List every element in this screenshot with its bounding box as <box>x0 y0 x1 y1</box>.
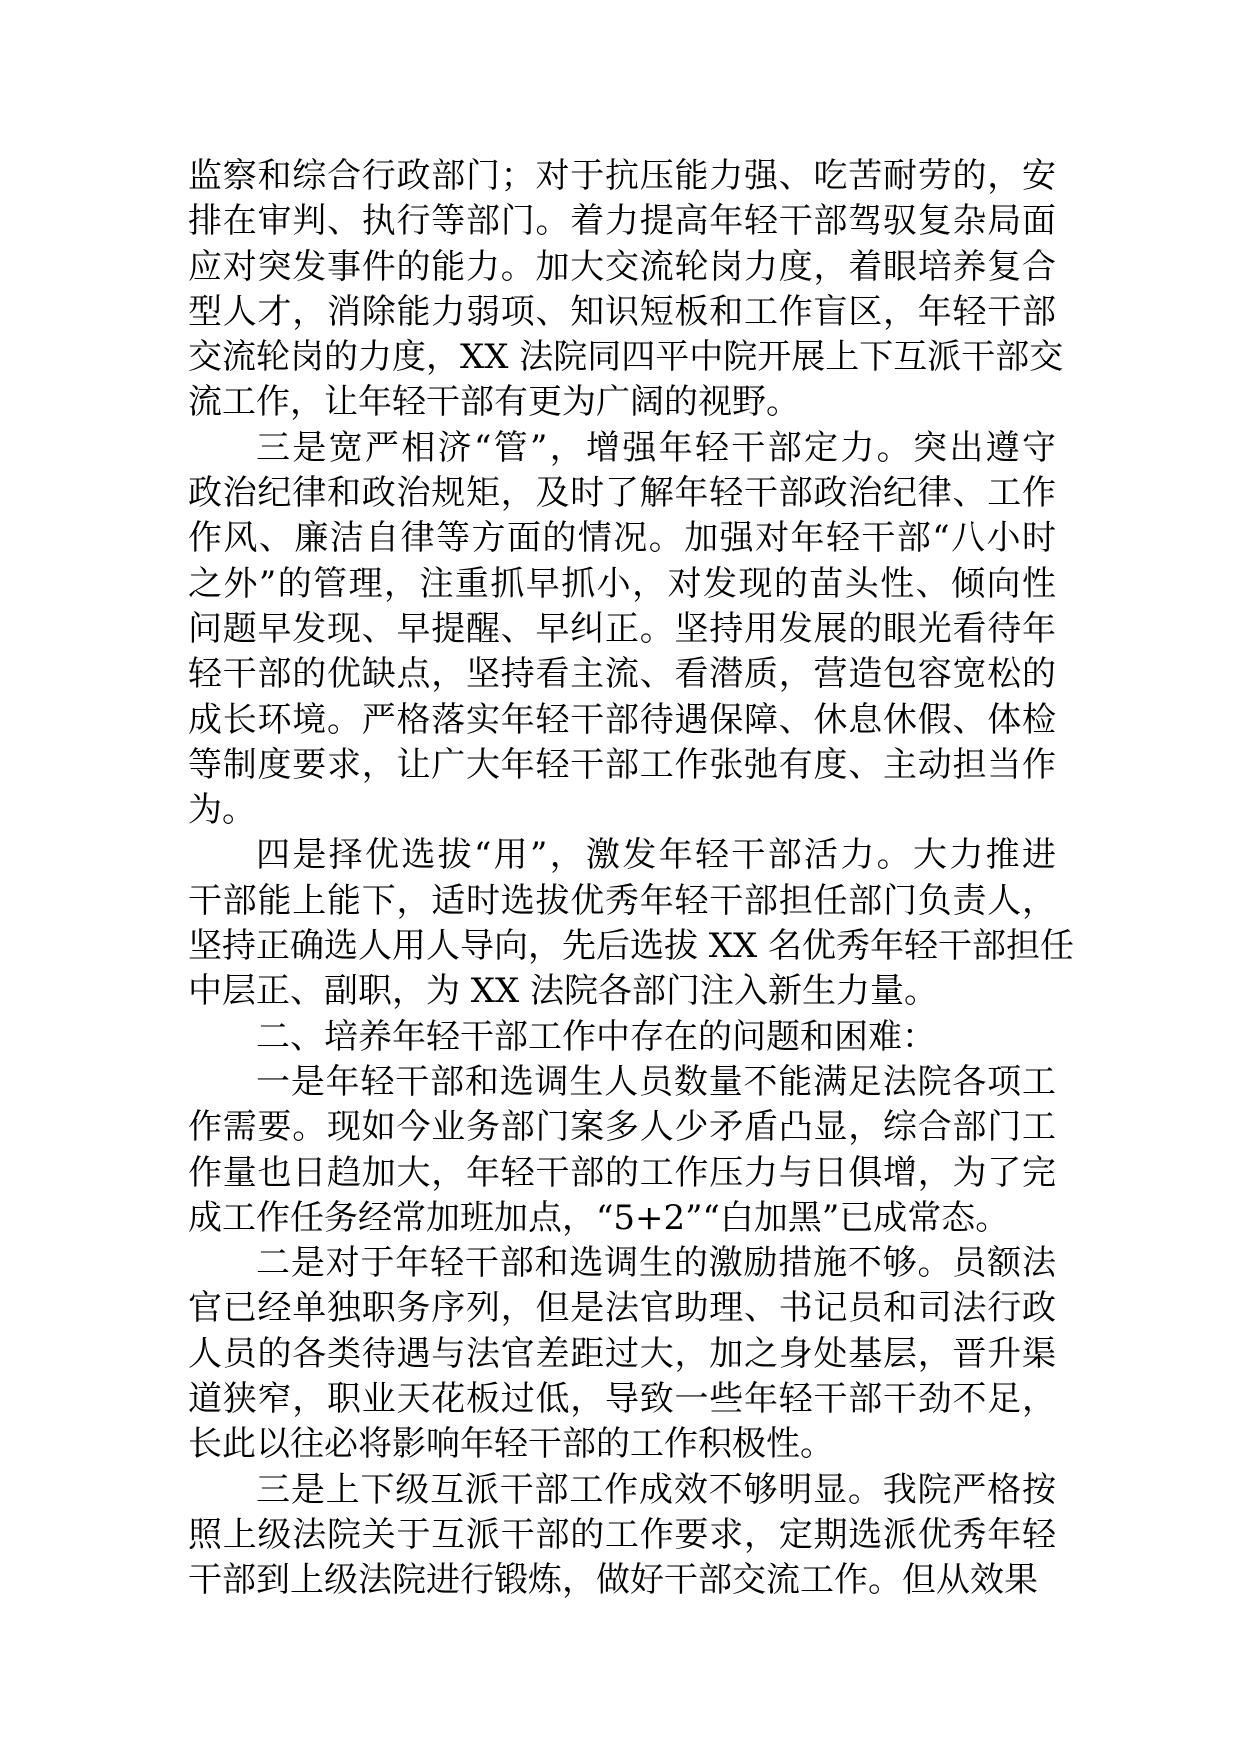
text-line: 干部能上能下，适时选拔优秀年轻干部担任部门负责人， <box>188 880 1056 921</box>
text-line: 道狭窄，职业天花板过低，导致一些年轻干部干劲不足， <box>188 1379 1056 1420</box>
paragraph <box>188 1060 1056 1241</box>
text-line: 四是择优选拔“用”，激发年轻干部活力。大力推进 <box>256 835 1056 876</box>
text-line: 三是宽严相济“管”，增强年轻干部定力。突出遵守 <box>256 427 1056 468</box>
text-line: 之外”的管理，注重抓早抓小，对发现的苗头性、倾向性 <box>188 563 1056 604</box>
paragraph <box>188 833 1075 1014</box>
text-line: 等制度要求，让广大年轻干部工作张弛有度、主动担当作 <box>188 744 1056 785</box>
text-line: 一是年轻干部和选调生人员数量不能满足法院各项工 <box>256 1061 1056 1102</box>
text-line: 成长环境。严格落实年轻干部待遇保障、休息休假、体检 <box>188 699 1056 740</box>
document-body <box>188 154 1075 1604</box>
text-line: 二、培养年轻干部工作中存在的问题和困难： <box>256 1016 936 1057</box>
text-line: 为。 <box>188 790 256 831</box>
text-line: 应对突发事件的能力。加大交流轮岗力度，着眼培养复合 <box>188 246 1056 287</box>
text-line: 三是上下级互派干部工作成效不够明显。我院严格按 <box>256 1469 1056 1510</box>
text-line: 作风、廉洁自律等方面的情况。加强对年轻干部“八小时 <box>188 518 1056 559</box>
text-line: 作需要。现如今业务部门案多人少矛盾凸显，综合部门工 <box>188 1107 1056 1148</box>
text-line: 人员的各类待遇与法官差距过大，加之身处基层，晋升渠 <box>188 1333 1056 1374</box>
text-line: 干部到上级法院进行锻炼，做好干部交流工作。但从效果 <box>188 1560 1038 1601</box>
text-line: 坚持正确选人用人导向，先后选拔 XX 名优秀年轻干部担任 <box>188 926 1075 967</box>
text-line: 二是对于年轻干部和选调生的激励措施不够。员额法 <box>256 1243 1056 1284</box>
paragraph <box>188 1468 1056 1604</box>
text-line: 交流轮岗的力度，XX 法院同四平中院开展上下互派干部交 <box>188 337 1064 378</box>
text-line: 长此以往必将影响年轻干部的工作积极性。 <box>188 1424 834 1465</box>
paragraph <box>188 1241 1056 1467</box>
text-line: 排在审判、执行等部门。着力提高年轻干部驾驭复杂局面 <box>188 201 1056 242</box>
text-line: 型人才，消除能力弱项、知识短板和工作盲区，年轻干部 <box>188 291 1056 332</box>
text-line: 政治纪律和政治规矩，及时了解年轻干部政治纪律、工作 <box>188 473 1056 514</box>
text-line: 照上级法院关于互派干部的工作要求，定期选派优秀年轻 <box>188 1514 1056 1555</box>
text-line: 轻干部的优缺点，坚持看主流、看潜质，营造包容宽松的 <box>188 654 1056 695</box>
text-line: 监察和综合行政部门；对于抗压能力强、吃苦耐劳的，安 <box>188 156 1056 196</box>
paragraph <box>188 154 1064 426</box>
paragraph <box>188 426 1056 834</box>
text-line: 中层正、副职，为 XX 法院各部门注入新生力量。 <box>188 971 939 1012</box>
text-line: 成工作任务经常加班加点，“5+2”“白加黑”已成常态。 <box>188 1197 1010 1238</box>
text-line: 流工作，让年轻干部有更为广阔的视野。 <box>188 382 800 423</box>
text-line: 官已经单独职务序列，但是法官助理、书记员和司法行政 <box>188 1288 1056 1329</box>
text-line: 作量也日趋加大，年轻干部的工作压力与日俱增，为了完 <box>188 1152 1056 1193</box>
text-line: 问题早发现、早提醒、早纠正。坚持用发展的眼光看待年 <box>188 608 1056 649</box>
paragraph <box>188 1015 1056 1060</box>
